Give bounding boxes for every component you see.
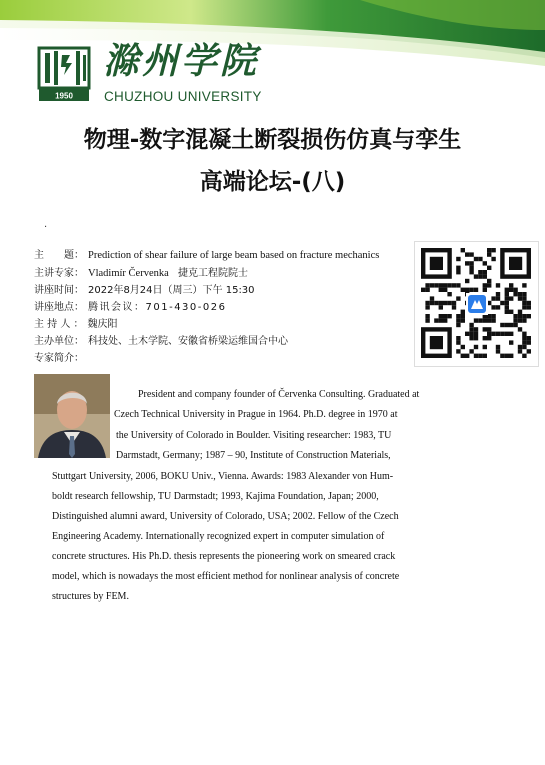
info-time [34, 284, 255, 297]
bio-line: Distinguished alumni award, University of Colorado, USA; 2002. Fellow of the Czech [52, 511, 399, 522]
university-name-en: CHUZHOU UNIVERSITY [104, 89, 262, 104]
forum-title-line2: 高端论坛-(八) [199, 169, 346, 195]
bio-line: model, which is nowadays the most efficient method for nonlinear analysis of concrete [52, 571, 400, 582]
topic-value: Prediction of shear failure of large beam based on fracture mechanics [88, 250, 380, 261]
bio-line: Darmstadt, Germany; 1987 – 90, Institute of Construction Materials, [116, 450, 391, 461]
bio-line: the University of Colorado in Boulder. Visiting researcher: 1983, TU [116, 430, 392, 441]
topic-label: 主 题： [34, 250, 84, 261]
host-label: 主 持 人 ： [34, 319, 84, 330]
info-bio-label [34, 352, 84, 365]
info-organizer [34, 335, 288, 348]
venue-label: 讲座地点： [34, 302, 84, 313]
bio-label: 专家简介： [34, 353, 84, 364]
university-emblem-icon [36, 45, 92, 103]
time-label: 讲座时间： [34, 285, 84, 296]
time-value: 2022年8月24日（周三）下午 15:30 [88, 285, 255, 296]
logo-year: 1950 [55, 91, 73, 101]
info-host [34, 318, 118, 331]
meeting-qr-code[interactable] [414, 241, 539, 367]
info-venue [34, 301, 226, 314]
speaker-title: 捷克工程院院士 [177, 268, 248, 279]
speaker-name: Vladimír Červenka [88, 268, 169, 279]
decor-dot: . [44, 219, 48, 230]
bio-line: Stuttgart University, 2006, BOKU Univ., Vienna. Awards: 1983 Alexander von Hum- [52, 471, 394, 482]
speaker-photo [34, 374, 110, 458]
info-speaker [34, 267, 248, 280]
host-value: 魏庆阳 [87, 319, 118, 330]
venue-value: 腾讯会议：701-430-026 [88, 302, 227, 313]
bio-line: Engineering Academy. Internationally recognized expert in computer simulation of [52, 531, 385, 542]
speaker-label: 主讲专家： [34, 268, 84, 279]
info-topic [34, 249, 379, 262]
forum-title-line1: 物理-数字混凝土断裂损伤仿真与孪生 [83, 127, 462, 153]
organizer-value: 科技处、土木学院、安徽省桥梁运维国合中心 [88, 336, 288, 347]
bio-line: boldt research fellowship, TU Darmstadt; 1993, Kajima Foundation, Japan; 2000, [52, 491, 379, 502]
bio-line: structures by FEM. [52, 591, 129, 602]
bio-line: Czech Technical University in Prague in 1964. Ph.D. degree in 1970 at [114, 409, 398, 420]
university-name-cn: 滁州学院 [103, 40, 260, 82]
organizer-label: 主办单位： [34, 336, 84, 347]
bio-line: concrete structures. His Ph.D. thesis represents the pioneering work on smeared crack [52, 551, 396, 562]
bio-line: President and company founder of Červenka Consulting. Graduated at [138, 389, 420, 400]
